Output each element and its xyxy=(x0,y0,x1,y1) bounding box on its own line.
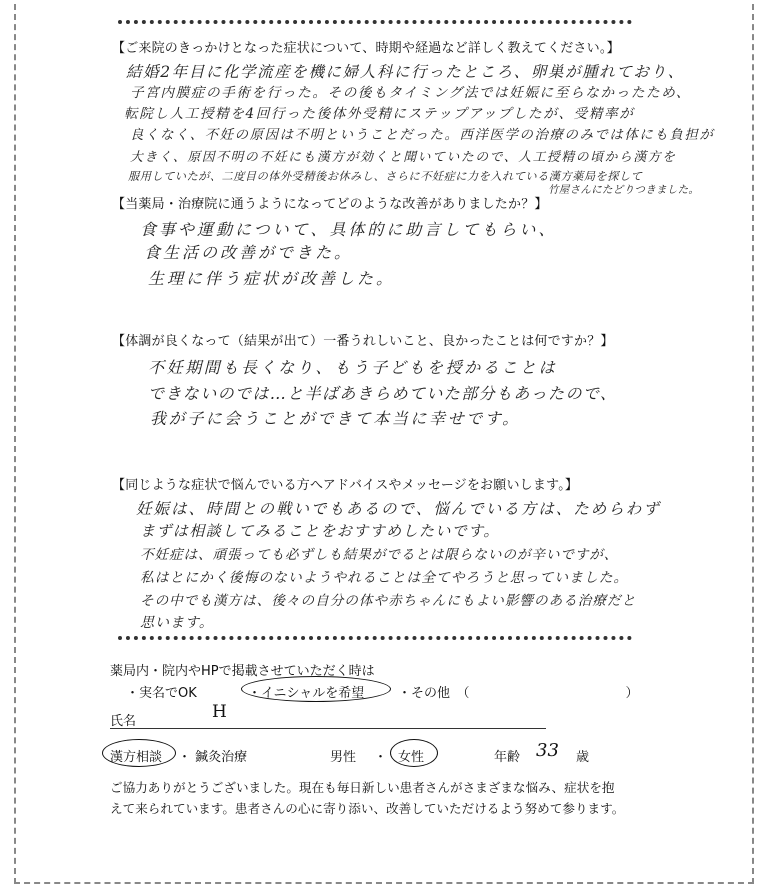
publish-option-other[interactable]: ・その他 （ ） xyxy=(398,686,639,701)
question-1-title: 【ご来院のきっかけとなった症状について、時期や経過など詳しく教えてください。】 xyxy=(112,41,620,56)
age-unit: 歳 xyxy=(576,750,590,765)
answer-1-line-6: 服用していたが、二度目の体外受精後お休みし、さらに不妊症に力を入れている漢方薬局を探して xyxy=(128,170,643,183)
answer-4-line-2: まずは相談してみることをおすすめしたいです。 xyxy=(140,522,500,540)
answer-1-line-3: 転院し人工授精を4回行った後体外受精にステップアップしたが、受精率が xyxy=(124,106,635,122)
question-3-title: 【体調が良くなって（結果が出て）一番うれしいこと、良かったことは何ですか？】 xyxy=(112,334,614,349)
answer-2-line-2: 食生活の改善ができた。 xyxy=(144,243,354,262)
gender-female[interactable]: 女性 xyxy=(398,750,425,765)
answer-3-line-2: できないのでは…と半ばあきらめていた部分もあったので、 xyxy=(148,384,618,403)
answer-1-line-7: 竹屋さんにたどりつきました。 xyxy=(548,184,700,196)
kampo-selected-circle xyxy=(102,739,176,767)
answer-3-line-3: 我が子に会うことができて本当に幸せです。 xyxy=(150,409,521,428)
answer-1-line-5: 大きく、原因不明の不妊にも漢方が効くと聞いていたので、人工授精の頃から漢方を xyxy=(130,150,677,165)
answer-2-line-3: 生理に伴う症状が改善した。 xyxy=(148,269,396,288)
age-value: 33 xyxy=(536,740,559,761)
answer-4-line-4: 私はとにかく後悔のないようやれることは全てやろうと思っていました。 xyxy=(140,570,629,586)
name-label: 氏名 xyxy=(110,714,137,729)
publish-label: 薬局内・院内やHPで掲載させていただく時は xyxy=(110,664,375,679)
answer-3-line-1: 不妊期間も長くなり、もう子どもを授かることは xyxy=(148,358,558,377)
name-underline xyxy=(110,728,546,729)
publish-option-initial[interactable]: ・イニシャルを希望 xyxy=(248,686,365,701)
answer-1-line-1: 結婚2年目に化学流産を機に婦人科に行ったところ、卵巣が腫れており、 xyxy=(126,63,685,81)
answer-2-line-1: 食事や運動について、具体的に助言してもらい、 xyxy=(140,220,558,239)
name-value: H xyxy=(212,702,227,722)
answer-1-line-2: 子宮内膜症の手術を行った。その後もタイミング法では妊娠に至らなかったため、 xyxy=(130,85,692,101)
treatment-acupuncture[interactable]: ・ 鍼灸治療 xyxy=(178,750,248,765)
age-label: 年齢 xyxy=(494,750,521,765)
initial-selected-circle xyxy=(241,676,391,702)
answer-4-line-3: 不妊症は、頑張っても必ずしも結果がでるとは限らないのが辛いですが、 xyxy=(140,547,619,563)
answer-1-line-4: 良くなく、不妊の原因は不明ということだった。西洋医学の治療のみでは体にも負担が xyxy=(130,128,715,143)
answer-4-line-1: 妊娠は、時間との戦いでもあるので、悩んでいる方は、ためらわず xyxy=(136,500,661,518)
treatment-kampo[interactable]: 漢方相談 xyxy=(110,750,163,765)
question-4-title: 【同じような症状で悩んでいる方へアドバイスやメッセージをお願いします。】 xyxy=(112,478,579,493)
gender-male[interactable]: 男性 xyxy=(330,750,357,765)
footer-line-1: ご協力ありがとうございました。現在も毎日新しい患者さんがさまざまな悩み、症状を抱 xyxy=(110,780,615,795)
female-selected-circle xyxy=(390,739,438,767)
publish-option-real-name[interactable]: ・実名でOK xyxy=(126,686,197,701)
dotted-divider-bottom xyxy=(118,636,632,640)
gender-separator: ・ xyxy=(374,750,388,765)
footer-line-2: えて来られています。患者さんの心に寄り添い、改善していただけるよう努めて参ります。 xyxy=(110,801,625,816)
answer-4-line-5: その中でも漢方は、後々の自分の体や赤ちゃんにもよい影響のある治療だと xyxy=(140,593,637,609)
answer-4-line-6: 思います。 xyxy=(140,615,214,631)
dotted-divider-top xyxy=(118,20,632,24)
question-2-title: 【当薬局・治療院に通うようになってどのような改善がありましたか？】 xyxy=(112,197,548,212)
